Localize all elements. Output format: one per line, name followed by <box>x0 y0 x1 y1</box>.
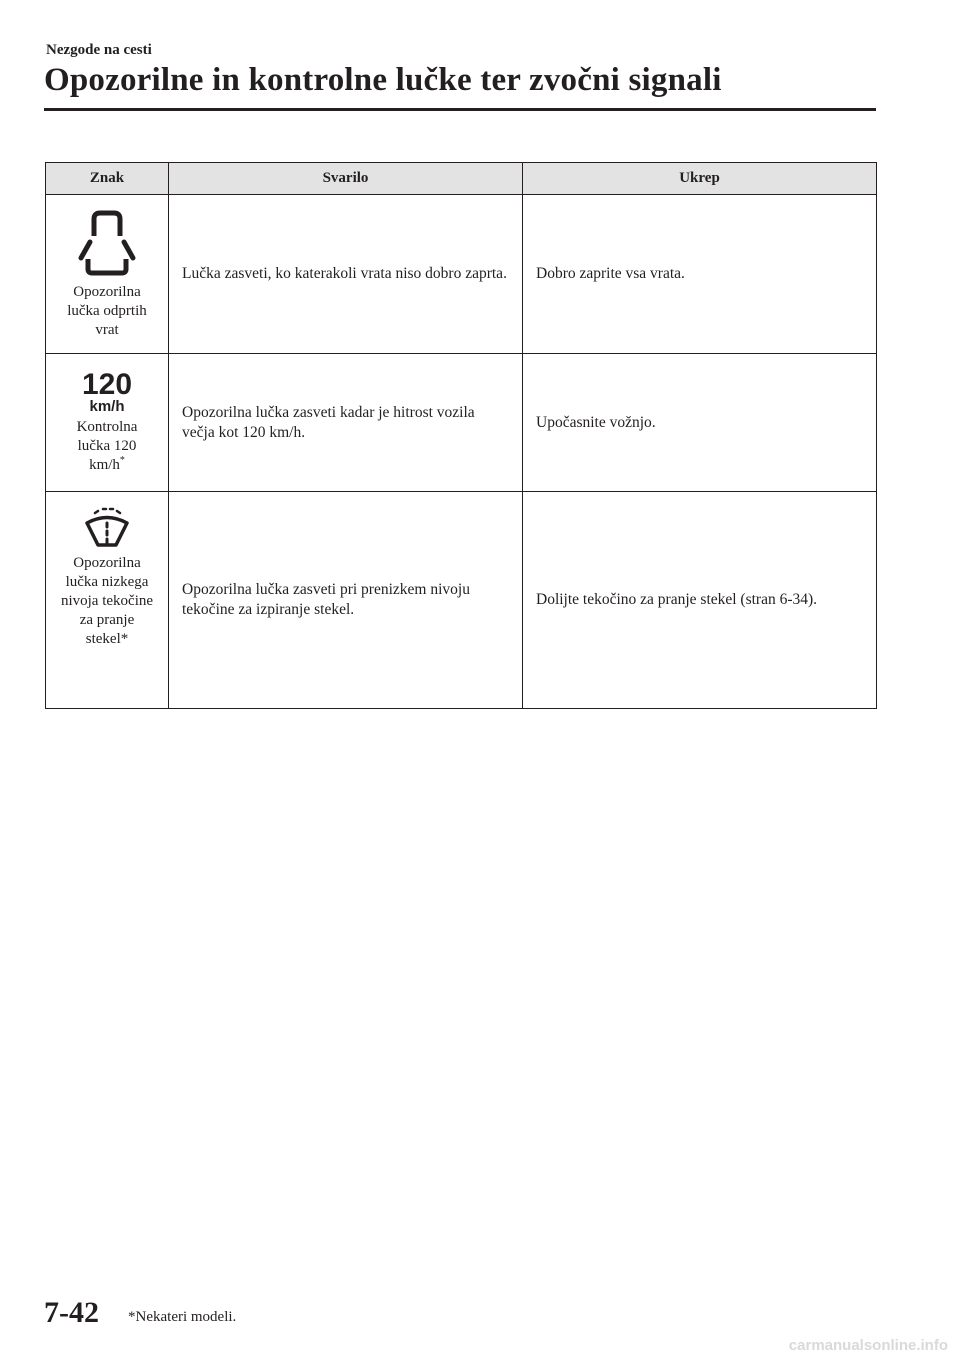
door-ajar-icon <box>76 209 138 279</box>
washer-fluid-icon <box>82 506 132 550</box>
speed-value-text: 120 <box>82 368 132 401</box>
sign-cell <box>46 354 169 492</box>
sign-cell <box>46 195 169 354</box>
action-cell: Upočasnite vožnjo. <box>523 354 877 492</box>
column-header-sign: Znak <box>46 163 169 195</box>
speed-unit-text: km/h <box>89 398 125 414</box>
column-header-warning: Svarilo <box>169 163 523 195</box>
footnote: *Nekateri modeli. <box>128 1309 237 1325</box>
footnote-mark: * <box>119 455 125 466</box>
sign-label <box>60 418 155 475</box>
table-header-row <box>46 163 877 195</box>
column-header-action: Ukrep <box>523 163 877 195</box>
page-title: Opozorilne in kontrolne lučke ter zvočni signali <box>44 62 722 98</box>
watermark: carmanualsonline.info <box>788 1337 948 1354</box>
sign-label-text: Kontrolna lučka 120 km/h <box>76 419 138 473</box>
action-cell: Dolijte tekočino za pranje stekel (stran 6-34). <box>523 492 877 709</box>
sign-label: Opozorilna lučka nizkega nivoja tekočine za pranje stekel* <box>60 555 154 647</box>
sign-label: Opozorilna lučka odprtih vrat <box>67 284 147 338</box>
table-row <box>46 195 877 354</box>
title-divider <box>44 108 876 111</box>
table-row <box>46 354 877 492</box>
page-number: 7-42 <box>44 1296 99 1329</box>
action-cell: Dobro zaprite vsa vrata. <box>523 195 877 354</box>
sign-cell <box>46 492 169 709</box>
section-label: Nezgode na cesti <box>46 42 152 58</box>
warning-cell: Lučka zasveti, ko katerakoli vrata niso dobro zaprta. <box>169 195 523 354</box>
warning-lights-table <box>45 162 877 709</box>
table-row <box>46 492 877 709</box>
speed-120-icon <box>82 368 132 414</box>
warning-cell: Opozorilna lučka zasveti kadar je hitrost vozila večja kot 120 km/h. <box>169 354 523 492</box>
warning-cell: Opozorilna lučka zasveti pri prenizkem nivoju tekočine za izpiranje stekel. <box>169 492 523 709</box>
